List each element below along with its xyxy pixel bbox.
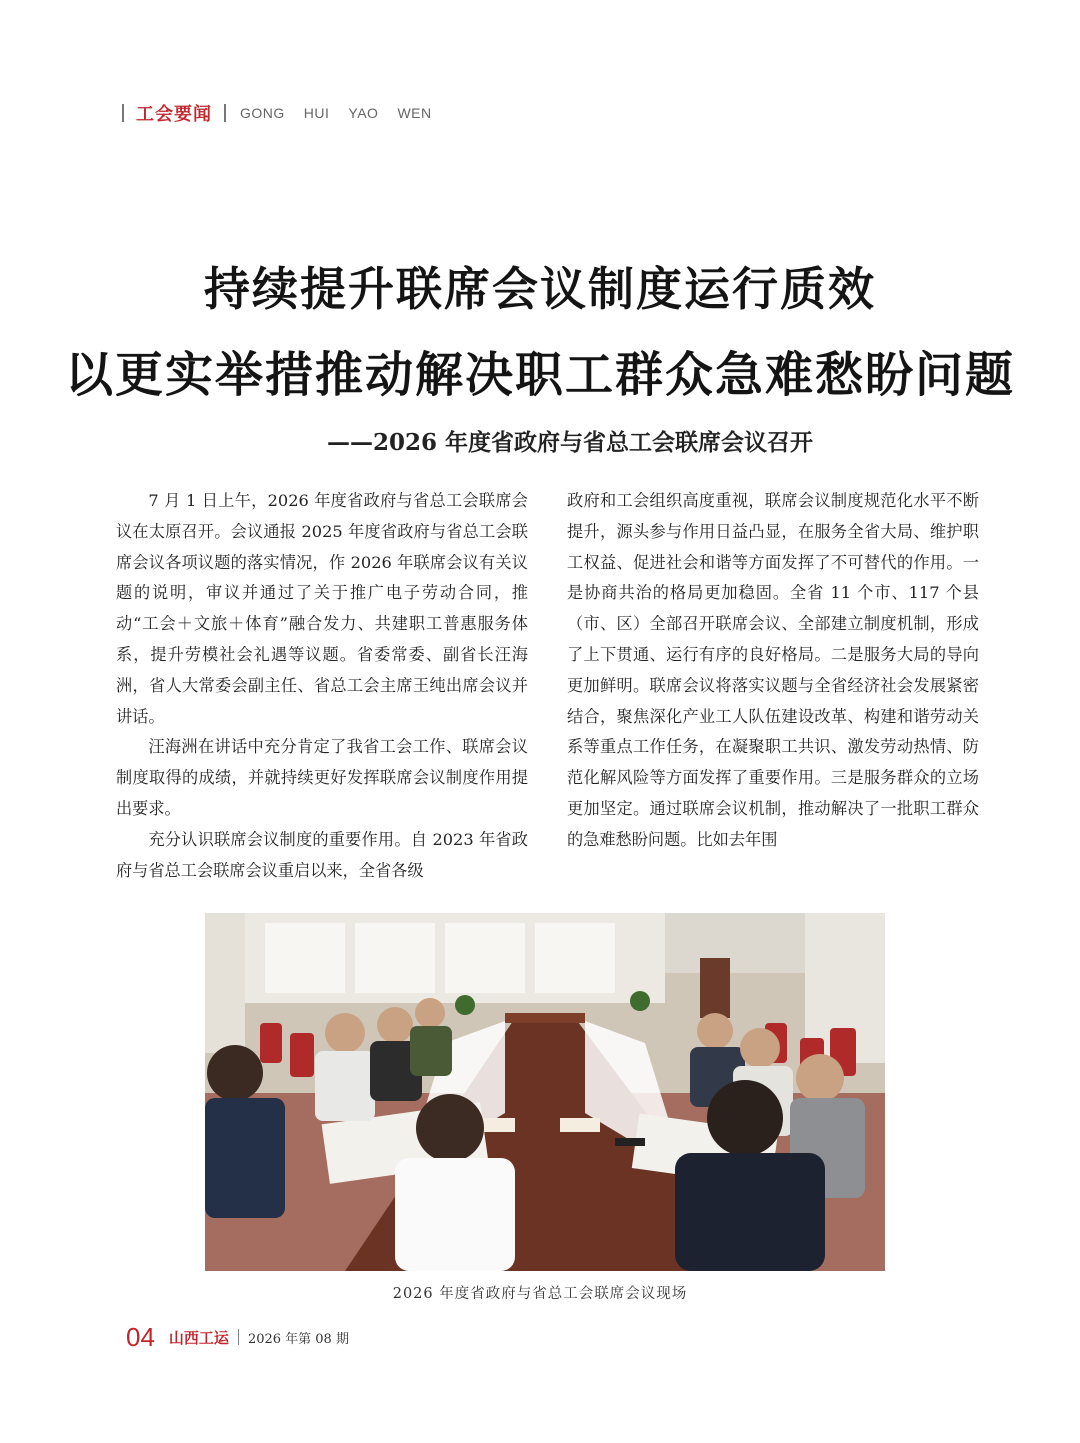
- article-column-left: [116, 486, 528, 886]
- article-subtitle: ——2026 年度省政府与省总工会联席会议召开: [326, 429, 814, 456]
- article-title-line2: 以更实举措推动解决职工群众急难愁盼问题: [64, 347, 1015, 403]
- article-paragraph: 7 月 1 日上午，2026 年度省政府与省总工会联席会议在太原召开。会议通报 2025 年度省政府与省总工会联席会议各项议题的落实情况，作 2026 年联席会议有关议题的说明，审议并通过了关于推广电子劳动合同，推动“工会＋文旅＋体育”融合发力、共建职工普惠服务体系，提升劳模社会礼遇等议题。省委常委、副省长汪海洲，省人大常委会副主任、省总工会主席王纯出席会议并讲话。: [116, 491, 528, 726]
- article-column-right: [567, 486, 979, 856]
- header-divider-right: [224, 104, 226, 122]
- section-header: [122, 100, 451, 126]
- section-title: 工会要闻: [136, 104, 212, 125]
- issue-label: 2026 年第 08 期: [247, 1331, 349, 1347]
- article-title-line1: 持续提升联席会议制度运行质效: [204, 262, 876, 316]
- pinyin-word: WEN: [397, 105, 432, 121]
- pinyin-word: YAO: [348, 105, 379, 121]
- page-footer: [126, 1322, 349, 1352]
- footer-divider: [238, 1329, 239, 1345]
- magazine-name: 山西工运: [168, 1328, 229, 1347]
- pinyin-word: GONG: [240, 105, 285, 121]
- pinyin-word: HUI: [303, 105, 330, 121]
- article-paragraph: 充分认识联席会议制度的重要作用。自 2023 年省政府与省总工会联席会议重启以来，全省各级: [116, 829, 528, 880]
- meeting-photo: [205, 913, 885, 1271]
- meeting-photo-illustration: [205, 913, 885, 1271]
- photo-caption: 2026 年度省政府与省总工会联席会议现场: [392, 1286, 688, 1302]
- header-divider-left: [122, 104, 124, 122]
- article-paragraph: 政府和工会组织高度重视，联席会议制度规范化水平不断提升，源头参与作用日益凸显，在服务全省大局、维护职工权益、促进社会和谐等方面发挥了不可替代的作用。一是协商共治的格局更加稳固。全省 11 个市、117 个县（市、区）全部召开联席会议、全部建立制度机制，形成了上下贯通、运行有序的良好格局。二是服务大局的导向更加鲜明。联席会议将落实议题与全省经济社会发展紧密结合，聚焦深化产业工人队伍建设改革、构建和谐劳动关系等重点工作任务，在凝聚职工共识、激发劳动热情、防范化解风险等方面发挥了重要作用。三是服务群众的立场更加坚定。通过联席会议机制，推动解决了一批职工群众的急难愁盼问题。比如去年围: [567, 491, 979, 849]
- page-number: 04: [126, 1321, 155, 1352]
- article-paragraph: 汪海洲在讲话中充分肯定了我省工会工作、联席会议制度取得的成绩，并就持续更好发挥联席会议制度作用提出要求。: [116, 737, 528, 818]
- section-pinyin: [240, 105, 451, 121]
